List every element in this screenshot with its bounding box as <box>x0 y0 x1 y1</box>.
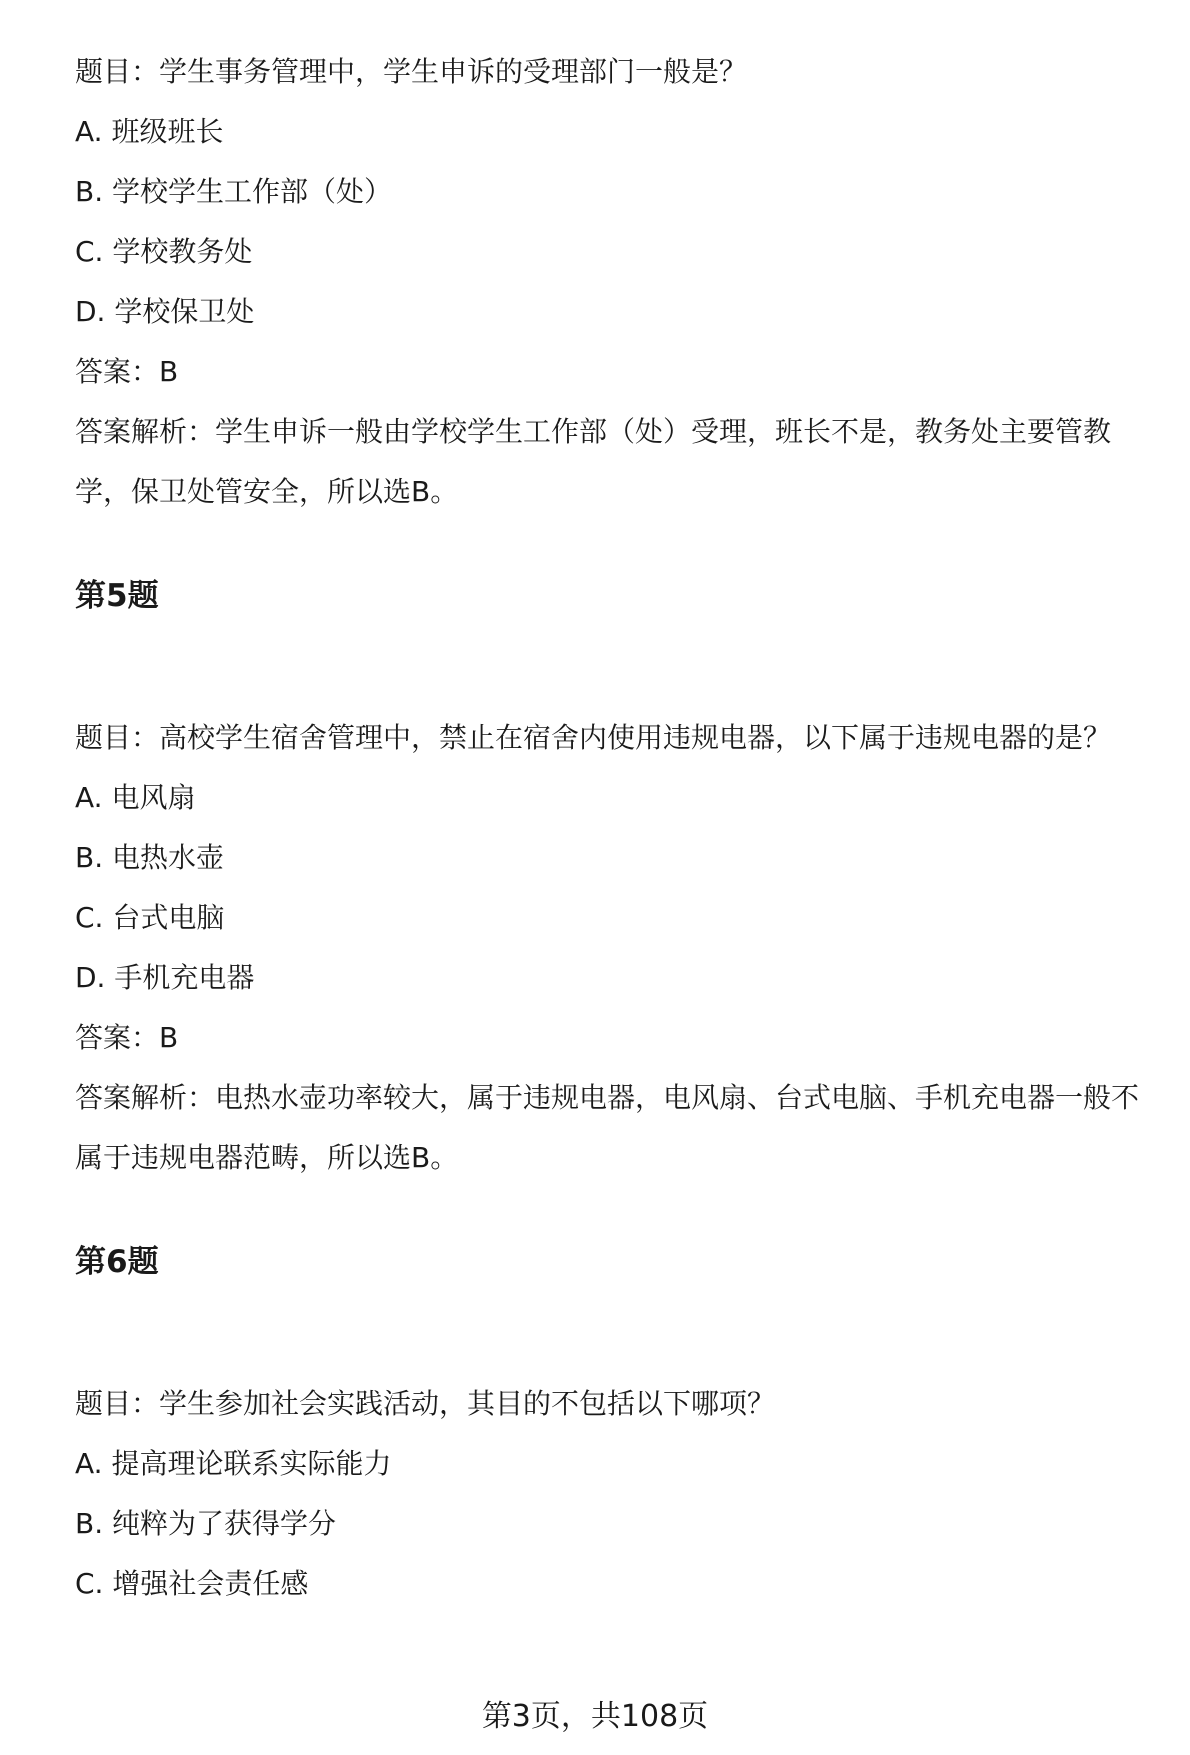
q5-heading: 第5题 <box>75 578 159 614</box>
q6-option-b: B. 纯粹为了获得学分 <box>75 1507 337 1540</box>
q6-heading: 第6题 <box>75 1244 159 1280</box>
q6-option-c: C. 增强社会责任感 <box>75 1567 309 1600</box>
document-page <box>75 42 1165 1614</box>
q4-option-b: B. 学校学生工作部（处） <box>75 175 393 208</box>
q5-option-a: A. 电风扇 <box>75 781 196 814</box>
q4-question: 题目：学生事务管理中，学生申诉的受理部门一般是？ <box>75 55 748 88</box>
q4-answer: 答案：B <box>75 355 179 388</box>
q4-option-d: D. 学校保卫处 <box>75 295 255 328</box>
q5-analysis: 答案解析：电热水壶功率较大，属于违规电器，电风扇、台式电脑、手机充电器一般不属于违规电器范畴，所以选B。 <box>75 1081 1140 1174</box>
q5-answer: 答案：B <box>75 1021 179 1054</box>
q5-option-b: B. 电热水壶 <box>75 841 225 874</box>
q4-option-a: A. 班级班长 <box>75 115 224 148</box>
q5-question: 题目：高校学生宿舍管理中，禁止在宿舍内使用违规电器，以下属于违规电器的是？ <box>75 721 1112 754</box>
q5-option-c: C. 台式电脑 <box>75 901 225 934</box>
q4-option-c: C. 学校教务处 <box>75 235 253 268</box>
q6-option-a: A. 提高理论联系实际能力 <box>75 1447 392 1480</box>
q5-option-d: D. 手机充电器 <box>75 961 255 994</box>
q4-analysis: 答案解析：学生申诉一般由学校学生工作部（处）受理，班长不是，教务处主要管教学，保卫处管安全，所以选B。 <box>75 415 1112 508</box>
q6-question: 题目：学生参加社会实践活动，其目的不包括以下哪项？ <box>75 1387 776 1420</box>
page-number-footer: 第3页，共108页 <box>481 1699 709 1734</box>
